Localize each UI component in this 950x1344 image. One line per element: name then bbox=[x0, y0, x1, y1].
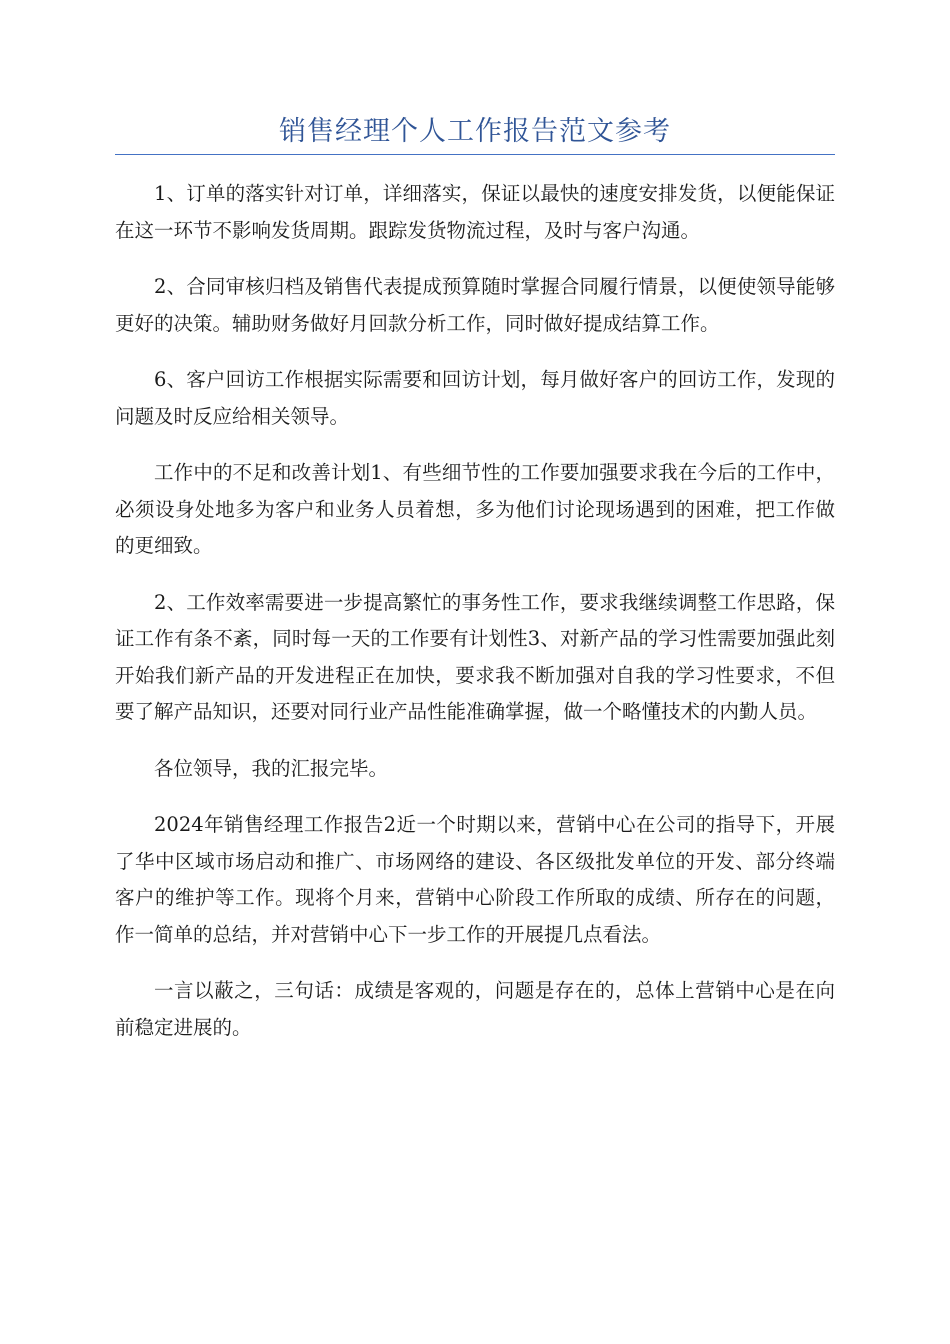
paragraph-5: 2、工作效率需要进一步提高繁忙的事务性工作，要求我继续调整工作思路，保证工作有条不紊，同时每一天的工作要有计划性3、对新产品的学习性需要加强此刻开始我们新产品的开发进程正在加快，要求我不断加强对自我的学习性要求，不但要了解产品知识，还要对同行业产品性能准确掌握，做一个略懂技术的内勤人员。 bbox=[115, 590, 835, 723]
paragraph-6: 各位领导，我的汇报完毕。 bbox=[154, 756, 389, 780]
paragraph-2: 2、合同审核归档及销售代表提成预算随时掌握合同履行情景，以便使领导能够更好的决策。辅助财务做好月回款分析工作，同时做好提成结算工作。 bbox=[115, 275, 835, 335]
document-title: 销售经理个人工作报告范文参考 bbox=[279, 116, 671, 147]
paragraph-1: 1、订单的落实针对订单，详细落实，保证以最快的速度安排发货，以便能保证在这一环节不影响发货周期。跟踪发货物流过程，及时与客户沟通。 bbox=[115, 182, 835, 242]
paragraph-4: 工作中的不足和改善计划1、有些细节性的工作要加强要求我在今后的工作中，必须设身处地多为客户和业务人员着想，多为他们讨论现场遇到的困难，把工作做的更细致。 bbox=[115, 461, 835, 557]
document-body bbox=[115, 176, 835, 1066]
paragraph-3: 6、客户回访工作根据实际需要和回访计划，每月做好客户的回访工作，发现的问题及时反应给相关领导。 bbox=[115, 368, 835, 428]
paragraph-7: 2024年销售经理工作报告2近一个时期以来，营销中心在公司的指导下，开展了华中区域市场启动和推广、市场网络的建设、各区级批发单位的开发、部分终端客户的维护等工作。现将个月来，营销中心阶段工作所取的成绩、所存在的问题，作一简单的总结，并对营销中心下一步工作的开展提几点看法。 bbox=[115, 813, 835, 946]
paragraph-8: 一言以蔽之，三句话：成绩是客观的，问题是存在的，总体上营销中心是在向前稳定进展的。 bbox=[115, 979, 835, 1039]
title-underline bbox=[115, 154, 835, 155]
